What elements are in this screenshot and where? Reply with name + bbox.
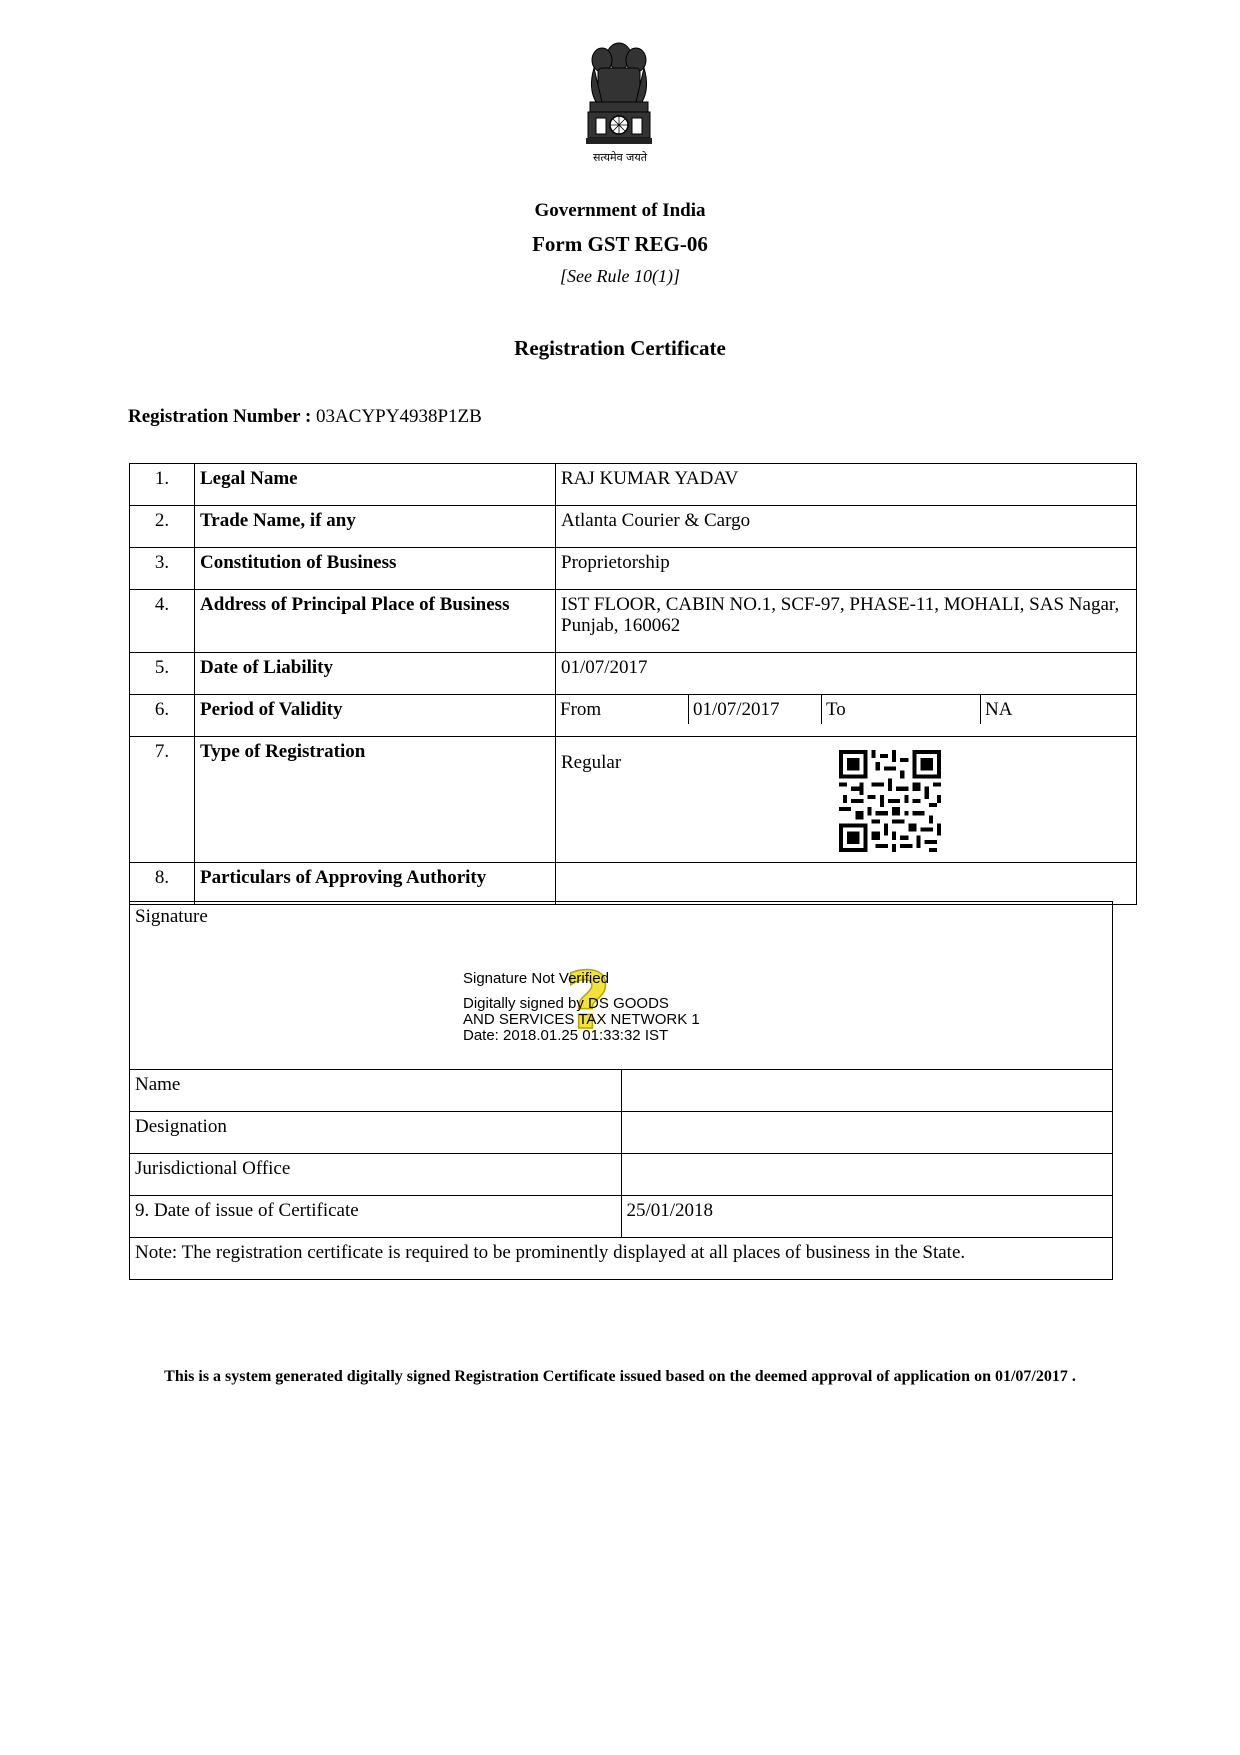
row-value: Atlanta Courier & Cargo — [556, 506, 1137, 548]
table-row — [130, 1196, 1113, 1238]
row-value: 25/01/2018 — [621, 1196, 1113, 1238]
qr-code-icon — [839, 750, 941, 852]
details-table — [129, 463, 1137, 905]
svg-text:?: ? — [565, 962, 611, 1038]
row-label: Legal Name — [195, 464, 556, 506]
signature-status: Signature Not Verified — [463, 970, 609, 987]
row-number: 1. — [130, 464, 195, 506]
registration-number-line — [128, 406, 482, 428]
table-row — [130, 1070, 1113, 1112]
signature-signed-by-line-1: Digitally signed by DS GOODS — [463, 995, 669, 1012]
row-label: Trade Name, if any — [195, 506, 556, 548]
signature-date: Date: 2018.01.25 01:33:32 IST — [463, 1027, 669, 1044]
row-number: 2. — [130, 506, 195, 548]
row-value — [621, 1112, 1113, 1154]
registration-number-value: 03ACYPY4938P1ZB — [316, 406, 482, 427]
row-value: IST FLOOR, CABIN NO.1, SCF-97, PHASE-11, MOHALI, SAS Nagar, Punjab, 160062 — [556, 590, 1137, 653]
note-text: Note: The registration certificate is required to be prominently displayed at all places of business in the State. — [130, 1238, 1113, 1280]
row-number: 3. — [130, 548, 195, 590]
row-value: Proprietorship — [556, 548, 1137, 590]
row-label: Designation — [130, 1112, 622, 1154]
registration-number-label: Registration Number : — [128, 406, 312, 427]
table-row — [130, 464, 1137, 506]
table-row — [130, 548, 1137, 590]
row-label: Date of Liability — [195, 653, 556, 695]
row-value: RAJ KUMAR YADAV — [556, 464, 1137, 506]
table-row — [130, 863, 1137, 905]
validity-cell — [556, 695, 1137, 737]
footer-note: This is a system generated digitally signed Registration Certificate issued based on the deemed approval of application on 01/07/2017 . — [164, 1368, 1076, 1385]
rule-reference: [See Rule 10(1)] — [560, 266, 680, 286]
table-row — [130, 1112, 1113, 1154]
row-value — [556, 863, 1137, 905]
authority-table — [129, 901, 1113, 1280]
signature-label: Signature — [130, 902, 1113, 1070]
validity-to-label: To — [822, 695, 981, 724]
row-value — [621, 1154, 1113, 1196]
certificate-title: Registration Certificate — [514, 336, 726, 360]
table-row — [130, 590, 1137, 653]
table-row — [130, 695, 1137, 737]
row-number: 4. — [130, 590, 195, 653]
row-number: 7. — [130, 737, 195, 863]
government-heading: Government of India — [534, 200, 706, 221]
row-label: Particulars of Approving Authority — [195, 863, 556, 905]
table-row — [130, 737, 1137, 863]
validity-period — [556, 695, 1136, 724]
row-label: Period of Validity — [195, 695, 556, 737]
emblem-motto: सत्यमेव जयते — [592, 151, 647, 164]
table-row — [130, 1154, 1113, 1196]
row-number: 6. — [130, 695, 195, 737]
note-row — [130, 1238, 1113, 1280]
table-row — [130, 653, 1137, 695]
table-row — [130, 506, 1137, 548]
row-label: Name — [130, 1070, 622, 1112]
row-number: 5. — [130, 653, 195, 695]
digital-signature-block — [463, 971, 700, 1044]
row-value: 01/07/2017 — [556, 653, 1137, 695]
form-title: Form GST REG-06 — [532, 232, 708, 256]
row-label: Address of Principal Place of Business — [195, 590, 556, 653]
validity-to-value: NA — [985, 699, 1013, 720]
row-label: 9. Date of issue of Certificate — [130, 1196, 622, 1238]
row-label: Constitution of Business — [195, 548, 556, 590]
row-label: Type of Registration — [195, 737, 556, 863]
registration-type-value: Regular — [561, 752, 622, 773]
validity-from-value: 01/07/2017 — [689, 695, 822, 724]
row-number: 8. — [130, 863, 195, 905]
signature-signed-by-line-2: AND SERVICES TAX NETWORK 1 — [463, 1011, 700, 1028]
state-emblem-icon — [578, 38, 660, 156]
row-value — [621, 1070, 1113, 1112]
row-label: Jurisdictional Office — [130, 1154, 622, 1196]
validity-from-label: From — [556, 695, 689, 724]
